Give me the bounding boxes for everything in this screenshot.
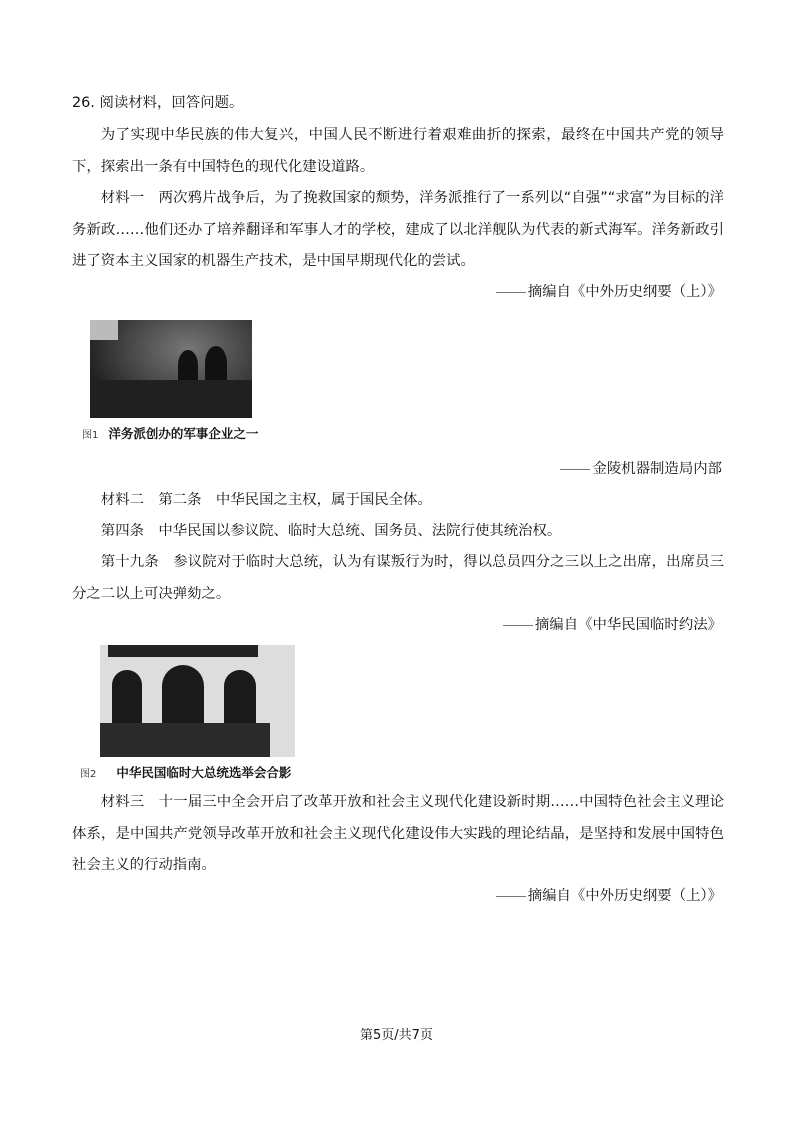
question-title: 26. 阅读材料，回答问题。 <box>72 95 244 111</box>
page-number: 第5页/共7页 <box>360 1028 433 1043</box>
figure2-caption-text: 中华民国临时大总统选举会合影 <box>116 765 292 780</box>
figure1-caption-text: 洋务派创办的军事企业之一 <box>108 426 259 441</box>
material2-article19: 第十九条 参议院对于临时大总统，认为有谋叛行为时，得以总员四分之三以上之出席，出席员三分之二以上可决弹劾之。 <box>72 554 724 602</box>
photo-detail <box>90 380 252 418</box>
photo-detail <box>112 670 142 730</box>
photo-banner <box>108 645 258 657</box>
material3-source <box>496 886 722 906</box>
figure1-caption <box>82 424 258 442</box>
figure2-photo <box>100 645 295 757</box>
figure2-number: 图2 <box>80 769 97 780</box>
figure1-number: 图1 <box>82 430 99 441</box>
figure1-source <box>560 459 722 479</box>
material2-article4: 第四条 中华民国以参议院、临时大总统、国务员、法院行使其统治权。 <box>100 523 562 539</box>
figure2-caption <box>80 763 291 781</box>
question-intro: 为了实现中华民族的伟大复兴，中国人民不断进行着艰难曲折的探索，最终在中国共产党的领导下，探索出一条有中国特色的现代化建设道路。 <box>72 127 724 175</box>
material2-source-text: 摘编自《中华民国临时约法》 <box>534 617 722 633</box>
material2-source <box>503 615 722 635</box>
figure1-photo <box>90 320 252 418</box>
photo-detail <box>100 723 270 757</box>
photo-detail <box>90 320 118 340</box>
material3-text: 材料三 十一届三中全会开启了改革开放和社会主义现代化建设新时期……中国特色社会主义理论体系，是中国共产党领导改革开放和社会主义现代化建设伟大实践的理论结晶，是坚持和发展中国特色社会主义的行动指南。 <box>72 794 724 873</box>
photo-detail <box>224 670 256 730</box>
figure1-source-text: 金陵机器制造局内部 <box>592 461 722 477</box>
material3-source-text: 摘编自《中外历史纲要（上）》 <box>527 888 722 904</box>
material1-source-text: 摘编自《中外历史纲要（上）》 <box>527 284 722 300</box>
material2-article2: 材料二 第二条 中华民国之主权，属于国民全体。 <box>100 492 432 508</box>
photo-detail <box>178 350 198 380</box>
material1-source <box>496 282 722 302</box>
photo-detail <box>205 346 227 380</box>
material1-text: 材料一 两次鸦片战争后，为了挽救国家的颓势，洋务派推行了一系列以“自强”“求富”为目标的洋务新政……他们还办了培养翻译和军事人才的学校，建成了以北洋舰队为代表的新式海军。洋务新政引进了资本主义国家的机器生产技术，是中国早期现代化的尝试。 <box>72 190 724 269</box>
photo-detail <box>162 665 204 730</box>
